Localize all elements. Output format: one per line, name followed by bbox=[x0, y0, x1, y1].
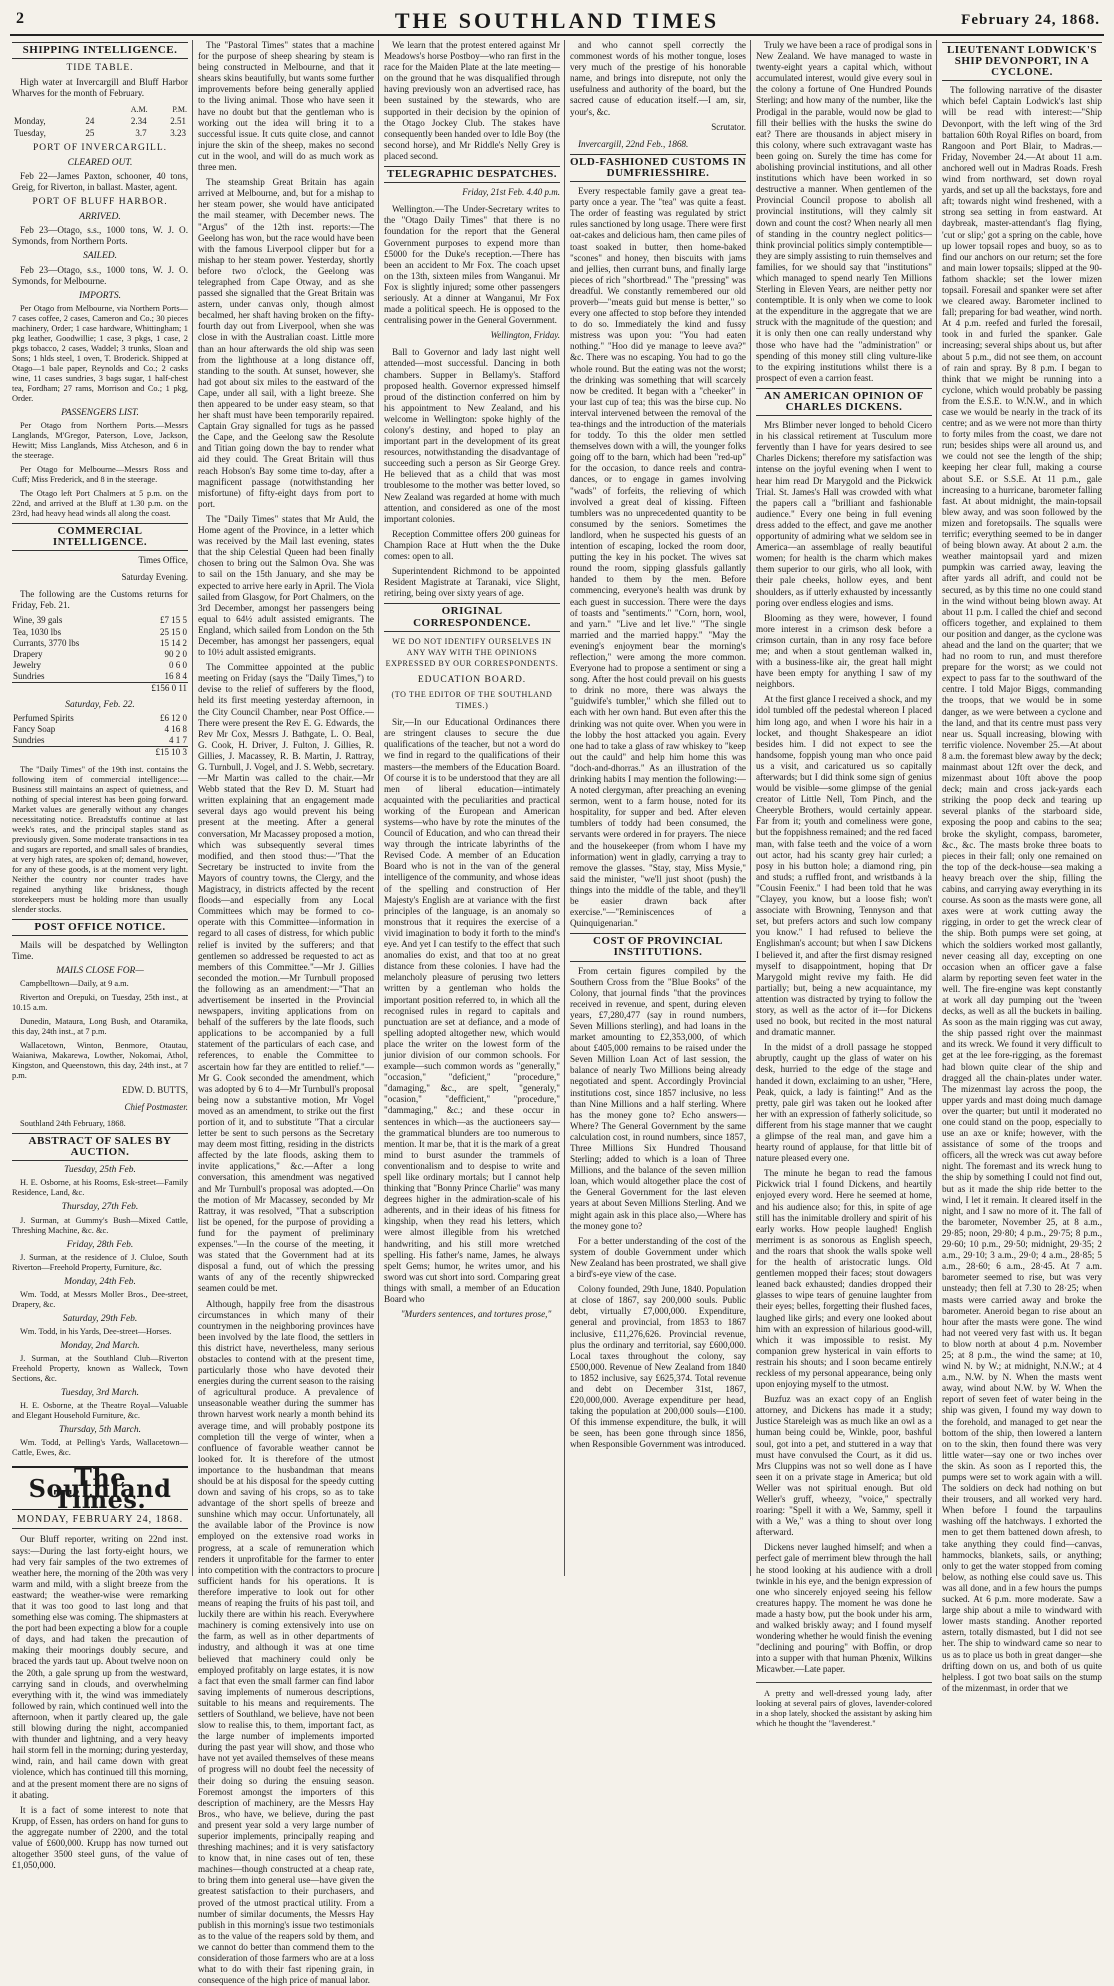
column-3: We learn that the protest entered against Mr Meadows's horse Postboy—who ran first in the race for the Maiden Plate at the late meeting—on the ground that he was disqualified through having previously won an advertised race, has been sustained by the stewards, who are supported in their decision by the opinion of the Otago Jockey Club. The stakes have consequently been handed over to Idle Boy (the second horse), and Mr Riddle's Nelly Grey is placed second. TELEGRAPHIC DESPATCHES. Friday, 21st Feb. 4.40 p.m. Wellington.—The Under-Secretary writes to the "Otago Daily Times" that there is no foundation for the report that the General Government purposes to expend more than £5000 for the Duke's reception.—There has been an accident to Mr Fox. The coach upset on the 13th, sixteen miles from Wanganui. Mr Fox is slightly injured; some other passengers seriously. At a dinner at Wanganui, Mr Fox made a political speech. He is opposed to the centralising power in the General Government. Wellington, Friday. Ball to Governor and lady last night well attended—most successful. Dancing in both chambers. Supper in Bellamy's. Stafford proposed health. Governor expressed himself proud of the distinction conferred on him by his appointment to New Zealand, and his welcome in Wellington: spoke highly of the colony's destiny, and hoped to play an important part in the development of its great resources, notwithstanding the disadvantage of succeeding such a person as Sir George Grey. He believed that as a child that was most troublesome to the mother was better loved, so New Zealand was regarded at home with much attention, and considered as one of the most important colonies. Reception Committee offers 200 guineas for Champion Race at Hutt when the the Duke comes: open to all. Superintendent Richmond to be appointed Resident Magistrate at Taranaki, vice Slight, retiring, being over sixty years of age. ORIGINAL CORRESPONDENCE. WE DO NOT IDENTIFY OURSELVES IN ANY WAY WITH THE OPINIONS EXPRESSED BY OUR CORRESPONDENTS. EDUCATION BOARD. (TO THE EDITOR OF THE SOUTHLAND TIMES.) Sir,—In our Educational Ordinances there are stringent clauses to secure the due qualifications of the teacher, but not a word do we find in regard to the qualifications of their masters—the members of the Education Board. Of course it is to be understood that they are all men of liberal education—intimately acquainted with the peculiarities and practical working of the European and American systems—who have by rote the minutes of the Council of Education, and who can thread their way through the intricate labyrinths of the Revised Code. A member of an Education Board who is not in the van of the general intelligence of the community, and whose ideas of the spelling and construction of Her Majesty's English are at variance with the first principles of the language, is an anomaly so monstrous that it requires the exercise of a vivid imagination to body it forth to the mind's eye. And yet I can testify to the effect that such anomalies do exist, and that too at no great distance from these colonies. I have had the melancholy pleasure of perusing two letters written by a gentleman who holds the important position referred to, in which all the recognised rules in regard to capitals and punctuation are set at defiance, and a mode of spelling adopted altogether new, which would place the writer on the lowest form of the junior division of our common schools. For example—such common words as "generally," "occasion," "deficient," "procedure," "damaging," &c., are spelt, "generaly," "ocasion," "defficient," "procedure," "dammaging," &c.; and these occur in sentences in which—as the auctioneers say—the grammatical blunders are too numerous to mention. It mar be, that it is the mark of a great mind to burst asunder the trammels of conventionalism and to despise to write and spell like ordinary mortals; but I cannot help thinking that "Bonny Prince Charlie" was many degrees higher in the admiration-scale of his adherents, and in their ideas of his fitness for kingship, when they read his letters, which were almost illegible from his wretched handwriting, and his still more wretched spelling. His father's name, James, he always spelt Gems; humor, he writes umor, and his sword was cut short into sord. Comparing great things with small, a member of an Education Board who "Murders sentences, and tortures prose," bbox=[384, 40, 560, 1576]
issue-date: MONDAY, FEBRUARY 24, 1868. bbox=[12, 1514, 188, 1529]
ship-heading: LIEUTENANT LODWICK'S SHIP DEVONPORT, IN A CYCLONE. bbox=[942, 42, 1102, 81]
running-title: THE SOUTHLAND TIMES bbox=[10, 8, 1104, 34]
letter-title: EDUCATION BOARD. bbox=[384, 675, 560, 686]
editorial-para: Although, happily free from the disastrous circumstances in which many of their countrymen in the neighboring provinces have been involved by the late flood, the settlers in this district have, nevertheless, many serious obstacles to contend with at the present time, particularly those who have devoted their energies during the current season to the raising of agricultural produce. A prevalence of unseasonable weather during the summer has thrown harvest work nearly a month behind its average time, and will probably postpone its completion till the verge of winter, when a confluence of favorable weather cannot be looked for. It is therefore of the utmost importance to the husbandman that means should be at his disposal for the speedy cutting down and saving of his crops, so as to take advantage of the short spells of breeze and sunshine which may occur. Unfortunately, all the available labor of the Province is now employed on the extensive road works in progress, at a scale of remuneration which renders it unprofitable for the farmer to enter into competition with the contractors to procure sufficient hands for his operations. It is therefore imperative to look out for other means of reaping the fruits of his past toil, and luckily there are within his reach. Everywhere machinery is coming extensively into use on the farm, as well as in other departments of industry, and although it was at one time believed that machinery could only be employed profitably on large estates, it is now a fact that even the small farmer can find labor saving implements of numerous descriptions, suitable to his means and requirements. The settlers of Southland, we believe, have not been slow to realise this, to them, important fact, as the large number of implements imported during the past year will show, and those who have not yet availed themselves of these means of progress will no doubt feel the necessity of their doing so during the ensuing season. Foremost amongst the importers of this description of machinery, are the Messrs Hay Bros., who have, we believe, during the past and present year sold a very large number of superior implements, principally reaping and threshing machines; and it is very satisfactory to know that, in nine cases out of ten, these machines—though constructed at a cheap rate, to bring them into general use—have given the greatest satisfaction to their purchasers, and proved of the utmost practical utility. From a number of similar documents, the Messrs Hay publish in this morning's issue two testimonials as to the value of the reapers sold by them, and we cannot do better than commend them to the consideration of those farmers who are at a loss what to do with their fast ripening grain, in consequence of the high price of manual labor. bbox=[198, 1299, 374, 1986]
port-invercargill: PORT OF INVERCARGILL. bbox=[12, 143, 188, 154]
customs-saturday-table bbox=[12, 713, 188, 758]
table-row: Currants, 3770 lbs 15 14 2 bbox=[12, 638, 188, 649]
table-row: Sundries 16 8 4 bbox=[12, 671, 188, 683]
column-2 bbox=[198, 40, 374, 1576]
commercial-heading: COMMERCIAL INTELLIGENCE. bbox=[12, 523, 188, 551]
editorial-para: The Committee appointed at the public meeting on Friday (says the "Daily Times,") to devise to the relief of sufferers by the flood, held its first meeting yesterday afternoon, in the City Council Chamber, near Post Office.—There were present the Rev E. G. Edwards, the Rev Mr Cox, Messrs J. Bathgate, L. O. Beal, G. Cook, H. Driver, J. Fulton, J. Gillies, R. Gillies, J. Macassey, R. B. Martin, J. Rattray, G. Turnbull, J. Vogel, and J. S. Webb, secretary.—Mr Martin was called to the chair.—Mr Webb stated that the Rev D. M. Stuart had written explaining that an engagement made several days ago would prevent his being present at the meeting. After a general conversation, Mr Macassey proposed a motion, which was subsequently several times modified, and then stood thus:—"That the Secretary be instructed to invite from the Mayors of country towns, the Clergy, and the Magistracy, in districts affected by the recent floods—and especially from any Local Committees which may be formed to co-operate with this Committee—information in regard to all cases of distress, for which public relief is invited by the sufferers; and that gentlemen so addressed be requested to act as members of this Committee."—Mr J. Gillies seconded the motion.—Mr Turnbull proposed the following as an amendment:—"That an advertisement be inserted in the Provincial newspapers, inviting applications from on behalf of the sufferers by the late floods, such applications to be accompanied by a full statement of the particulars of each case, and references, to enable the Committee to ascertain how far they are entitled to relief."—Mr G. Cook seconded the amendment, which was adopted by 6 to 4—Mr Turnbull's proposal being now a substantive motion, Mr Vogel moved as an amendment, to strike out the first portion of it, and to substitute "That a circular letter be sent to such persons as the Secretary may deem most fitting, residing in the districts affected by the late floods, asking them to invite applications," &c.—After a long conversation, this amendment was negatived and Mr Turnbull's proposal was adopted.—On the motion of Mr Macassey, seconded by Mr Rattray, it was resolved, "That a subscription list be opened, for the purpose of providing a fund for the payment of preliminary expenses."—In the course of the meeting, it was stated that the Government had at its disposal a fund, out of which the pressing wants of any of the recently shipwrecked seamen could be met. bbox=[198, 662, 374, 1294]
column-6: LIEUTENANT LODWICK'S SHIP DEVONPORT, IN A CYCLONE. The following narrative of the disaster which befel Captain Lodwick's last ship will be read with interest:—"Ship Devonport, with the left wing of the 3rd battalion 60th Royal Rifles on board, from Rangoon and Port Blair, to Madras.—Friday, November 24.—At about 11 a.m. anchored well out in Madras Roads. Fresh wind from northward, set down royal yards, and set up all the backstays, fore and aft; towards night wind freshened, with a strong sea setting in from eastward. At daybreak, master-attendant's flag flying, 'cut or slip;' got a spring on the cable, hove up lower topsail ropes and buoy, so as to find our anchors on our return; set the fore and main lower topsails; slipped at the 90-fathom shackle; set the lower mizen topsail. Foresail and spanker were set after we cleared away. Barometer inclined to fall; preparing for bad weather, wind north. At 4 p.m. reefed and furled the foresail, took in and furled the spanker. Gale increasing; several ships about us, but after about 5 p.m., did not see them, on account of rain and spray. By 8 p.m. I began to think that we might be running into a cyclone, which would probably be passing from the E.S.E. to W.N.W., and in which case we would be nearly in the track of its centre; and as we were not more than thirty to forty miles from the coast, we dare not run; besides ships were all around us, and we could not see the length of the ship; keeping her clear full, making a course about S.E. or S.S.E. At 11 p.m., gale increasing to a hurricane, barometer falling fast. At about midnight, the main-topsail blew away, and was soon followed by the mizen and foretopsails. The squalls were terrific; everything seemed to be in danger of being blown away. At about 2 a.m. the weather maintopsail yard and mizen pumpkin was carried away, leaving the after yards all adrift, and could not be secured, as by this time no one could stand in the wind without being blown away. At about 11 p.m. I called the chief and second officers together, and explained to them our position and danger, as the cyclone was ahead and the land on the quarter; that we had no room to run, and must therefore prepare for the worst; as we could not expect to pass far to the southward of the centre. I told Major Biggs, commanding the troops, that we would be in some danger, as we were between a cyclone and the land, and that its centre must pass very near us. Squall increasing, blowing with terrific violence. November 25.—At about 8 a.m. the foremast blew away by the deck; mainmast about 12ft over the deck, and mizenmast about 10ft above the poop deck; main and cross jack-yards each striking the poop deck and tearing up several planks of the starboard side, exposing the poop and cabins to the sea; broke the skylight, compass, barometer, &c., &c. The masts broke three boats to pieces in their fall; only one remained on the top of the deck-house—sea making a heavy breach over the ship, filling the cabins, and carrying away everything in its course. As soon as the masts were gone, all axes were at work cutting away the rigging, in order to get the wreck clear of the ship. Both pumps were set going, at which the soldiers worked most gallantly, never ceasing all day, excepting on one occasion when an officer gave a false alarm by reporting seven feet water in the well. The fire-engine was kept constantly at work all day pumping out the 'tween decks, as well as all the buckets in bailing. As soon as the main rigging was cut away, the ship passed right over the mainmast and its wreck. We found it very difficult to get at the lee fore-rigging, as the foremast had blown quite clear of the ship and dragged all the chain-plates under water. The mizenmast lay across the poop, the upper yards and mast doing much damage over the quarter; but until it moderated no one could stand on the poop, especially to use an axe or knife; however, with the assistance of some of the troops and officers, all the wreck was cut away before night. The foremast and its wreck hung to the ship by something I could not find out, but as it made the ship ride better to the wind, I let it remain. It cleared itself in the night, and I saw no more of it. The fall of the barometer, November 25, at 8 a.m., 29·85; noon, 29·80; 4 p.m., 29·75; 8 p.m., 29·60; 10 p.m., 29·50; midnight, 29·35; 2 a.m., 29·10; 3 a.m., 29·0; 4 a.m., 28·85; 5 a.m., 28·60; 6 a.m., 28·45. At 7 a.m. barometer seemed to rise, but was very unsteady; then fell at 7.30 to 28·25; when masts were carried away and broke the barometer. Aneroid began to rise about an hour after the masts were gone. The wind had not veered very fast with us. It began to blow north at about 4 p.m. November 25; at 8 p.m., the wind the same; at 10, wind N. by W.; at midnight, N.N.W.; at 4 a.m., N.W. by N. When the masts went away, wind about N.W. by W. When the report of seven feet of water being in the ship was given, I found my way down to the forehold, and managed to get near the bottom of the ship, then lowered a lantern on to the skin, then found there was very little water—say one or two inches over the skin. As soon as I reported this, the pumps were set to work again with a will. The soldiers on deck had nothing on but their trousers, and all worked very hard. When before I found the tarpaulins washing off the hatchways. I exhorted the men to get them battened down afresh, to take anything they could find—canvas, hammocks, blankets, sails, or anything; only to get the water stopped from coming below, as nothing else could save us. This was all done, and in a few hours the pumps sucked. At 6 p.m. more moderate. Saw a large ship about a mile to windward with lower masts standing. Another reported astern, totally dismasted, but I did not see her. The ship to windward came so near to us as to place us both in great danger—she drifting down on us, and both of us quite helpless. I got two boat sails on the stump of the mizenmast, in order that we bbox=[942, 40, 1102, 1576]
column-1: SHIPPING INTELLIGENCE. TIDE TABLE. High water at Invercargill and Bluff Harbor Wharves for the month of February. A.M. P.M. Monday, 24 2.34 2.51 Tuesday, 25 3.7 3.23 PORT OF INVERCARGILL. CLEARED OUT. Feb 22—James Paxton, schooner, 40 tons, Greig, for Riverton, in ballast. Master, agent. PORT OF BLUFF HARBOR. ARRIVED. Feb 23—Otago, s.s., 1000 tons, W. J. O. Symonds, from Northern Ports. SAILED. Feb 23—Otago, s.s., 1000 tons, W. J. O. Symonds, for Melbourne. IMPORTS. Per Otago from Melbourne, via Northern Ports—7 cases coffee, 2 cases, Cameron and Co.; 30 pieces machinery, Order; 1 case hardware, Whittingham; 1 pkg leather, Goodwillie; 1 case, 3 pkgs, 1 case, 2 pkgs tobacco, 2 cases, Waddel; 3 trunks, Sloan and Sons; 1 hlds steel, 1 oven, T. Broderick. Shipped at Otago—1 bale paper, Reynolds and Co.; 2 casks wine, 11 cases sundries, 3 bags sugar, 1 half-chest tea, Fordham; 27 rams, Morrison and Co.; 1 pkg, Order. PASSENGERS LIST. Per Otago from Northern Ports.—Messrs Langlands, M'Gregor, Paterson, Love, Jackson, Hewitt; Miss Langlands, Miss Atcheson, and 6 in the steerage. Per Otago for Melbourne—Messrs Ross and Cuff; Miss Frederick, and 8 in the steerage. The Otago left Port Chalmers at 5 p.m. on the 22nd, and arrived at the Bluff at 1.30 p.m. on the 23rd, had heavy head winds all along the coast. COMMERCIAL INTELLIGENCE. Times Office, Saturday Evening. The following are the Customs returns for Friday, Feb. 21. Wine, 39 gals £7 15 5 Tea, 1030 lbs 25 15 0 Currants, 3770 lbs 15 14 2 Drapery 90 2 0 Jewelry 0 6 0 Sundries 16 8 4 £156 0 11 Saturday, Feb. 22. Perfumed Spirits £6 12 0 Fancy Soap 4 16 8 Sundries 4 1 7 £15 10 3 The "Daily Times" of the 19th inst. contains the following item of commercial intelligence:—Business still maintains an aspect of quietness, and nothing of special interest has been going forward. Market values are generally without any changes necessitating notice. Breadstuffs continue at last week's rates, and the principal staples stand as previously given. Some moderate transactions in tea and sugars are reported, and small sales of brandies, at very high rates, are spoken of; demand, however, for any of these goods, is at the moment very light. Neither the country nor counter trades have regained anything like briskness, though storekeepers must be holding more than usually slender stocks. POST OFFICE NOTICE. Mails will be despatched by Wellington Time. MAILS CLOSE FOR— Campbelltown—Daily, at 9 a.m. Riverton and Orepuki, on Tuesday, 25th inst., at 10.15 a.m. Dunedin, Mataura, Long Bush, and Otaramika, this day, 24th inst., at 7 p.m. Wallacetown, Winton, Benmore, Otautau, Waianiwa, Makarewa, Lowther, Nokomai, Athol, Kingston, and Queenstown, this day, 24th inst., at 7 p.m. EDW. D. BUTTS, Chief Postmaster. Southland 24th February, 1868. ABSTRACT OF SALES BY AUCTION. Tuesday, 25th Feb. H. E. Osborne, at his Rooms, Esk-street—Family Residence, Land, &c. Thursday, 27th Feb. J. Surman, at Gummy's Bush—Mixed Cattle, Threshing Machine, &c. &c. Friday, 28th Feb. J. Surman, at the residence of J. Cluloe, South Riverton—Freehold Property, Furniture, &c. Monday, 24th Feb. Wm. Todd, at Messrs Moller Bros., Dee-street, Drapery, &c. Saturday, 29th Feb. Wm. Todd, in his Yards, Dee-street—Horses. Monday, 2nd March. J. Surman, at the Southland Club—Riverton Freehold Property, known as Walleck, Town Sections, &c. Tuesday, 3rd March. H. E. Osborne, at the Theatre Royal—Valuable and Elegant Household Furniture, &c. Thursday, 5th March. Wm. Todd, at Pelling's Yards, Wallacetown—Cattle, Ewes, &c. The Southland Times. MONDAY, FEBRUARY 24, 1868. Our Bluff reporter, writing on 22nd inst. says:—During the last forty-eight hours, we had very fair samples of the two extremes of weather here, the morning of the 20th was very warm and mild, with a slight breeze from the eastward; the weather-wise were remarking that it was too good to last long and that something else was coming. The shipmasters at the port had been expecting a blow for a couple of days, and had taken the precaution of making their moorings doubly secure, and braced the yards taut up. About twelve noon on the 20th, a gale sprung up from the westward, carrying sand in clouds, and overwhelming everything with it, the wind was immediately followed by rain, which continued well into the afternoon, when it partly cleared up, the gale still blowing during the night, accompanied with thunder and lightning, and a very heavy hail storm fell in the morning; during yesterday, wind, rain, and hail came down with great violence, which has continued till this morning, and at the present moment there are no signs of it abating. It is a fact of some interest to note that Krupp, of Essen, has orders on hand for guns to the aggregate number of 2200, and the total value of £600,000. Krupp has now turned out altogether 3500 steel guns, of the value of £1,050,000. bbox=[12, 40, 188, 1576]
editorial-para: The "Daily Times" states that Mr Auld, the Home agent of the Province, in a letter which was received by the Mail last evening, states that the ship Celestial Queen had been finally chosen to bring out the Salmon Ova. She was to sail on the 15th January, and she may be expected to arrive here early in April. The Viola sailed from Glasgow, for Port Chalmers, on the 3rd December, amongst her passengers being equal to 64½ adult assisted emigrants. The England, which sailed from London on the 5th December, has amongst her passengers, equal to 10½ adult assisted emigrants. bbox=[198, 514, 374, 658]
table-row: Tea, 1030 lbs 25 15 0 bbox=[12, 627, 188, 638]
table-row: Perfumed Spirits £6 12 0 bbox=[12, 713, 188, 724]
customs-heading: OLD-FASHIONED CUSTOMS IN DUMFRIESSHIRE. bbox=[570, 154, 746, 182]
column-4: and who cannot spell correctly the commonest words of his mother tongue, loses very much of the prestige of his honorable name, and brings into disrepute, not only the usefulness and authority of the board, but the sacred cause of education itself.—I am, sir, your's, &c. Scrutator. Invercargill, 22nd Feb., 1868. OLD-FASHIONED CUSTOMS IN DUMFRIESSHIRE. Every respectable family gave a great tea-party once a year. The "tea" was quite a feast. The order of feasting was regulated by strict rules sanctioned by long usage. There were first oat-cakes and delicious ham, then came piles of toast soaked in butter, then home-baked "scones" and honey, then biscuits with jams and jellies, then currant buns, and finally large pieces of rich "shortbread." The "pressing" was dreadful. We constantly remembered our old proverb—"meats guid but mense is better," so every one affected to stop before they intended to do so. Immediately the kind and fussy mistress was upon you: "You had eaten nothing." "Hoo did ye manage to leeve ava?" &c. There was no escaping. You had to go the whole round. But the eating was not the worst; the drinking was something that will scarcely now be credited. It began with a "cheeker" in your last cup of tea; this was the birse cup. No interval intervened between the removal of the tea-things and the introduction of the materials for toddy. To this the older men settled themselves down with a will, the younger folks going off to the barn, which had been "red-up" for the occasion, to dance reels and contra-dances, or to engage in games involving "wads" of forfeits, the relieving of which involved a great deal of kissing. Fifteen tumblers was no unprecedented quantity to be consumed by the seniors. Sometimes the landlord, when he suspected his guests of an intention of escaping, locked the room door, putting the key in his pocket. The wives sat round the room, sipping glassfuls gallantly handed to them by the men. Before commencing, everyone's health was drunk by each guest in succession. There were the days of toasts and "sentiments." "Corn, horn, wool, and yarn." "Live and let live." "The single married and the married happy." "May the evening's enjoyment bear the morning's reflection," were among the more common. Everyone had to propose a sentiment or sing a song. After the host could prevail on his guests to drink no more, there was always the "guidwife's tumbler," which she filled out to each with her own hand. But even after this the drinking was not quite over. When you were in the lobby the host attacked you again. Every one had to take a glass of raw whiskey to "keep out the cauld" and help him home this was "doch-and-dhorras." As an illustration of the drinking habits I may mention the following:—A noted clergyman, after preaching an evening sermon, went to a farm house, noted for its hospitality, for supper and bed. After eleven tumblers of toddy had been consumed, the servants were ordered in for prayers. The niece and the housekeeper (from whom I have my information) went in gladly, carrying a tray to remove the glasses. "Stay, stay, Miss Mysie," said the minister, "we'll just shoot (push) the things into the middle of the table, and they'll be easier drawn back after exercise."—"Reminiscences of a Quinquigenarian." COST OF PROVINCIAL INSTITUTIONS. From certain figures compiled by the Southern Cross from the "Blue Books" of the Colony, that journal finds "that the provinces received in revenue, and spent, during eleven years, £7,280,477 (say in round numbers, Seven Millions sterling), and had loans in the market amounting to £2,353,000, of which about £405,000 remains to be raised under the Seven Million Loan Act of last session, the balance of nearly Two Millions being already negotiated and spent. Accordingly Provincial institutions cost, since 1857 inclusive, no less than Nine Millions and a half sterling. Where has the money gone to? Echo answers—Where? The General Government by the same calculation cost, in round numbers, since 1857, Three Millions Six Hundred Thousand Sterling; added to which is a loan of Three Millions, and the balance of the seven million loan, which would altogether place the cost of the General Government for the last eleven years at about Seven Millions Sterling. And we might again ask in this place also,—Where has the money gone to? For a better understanding of the cost of the system of double Government under which New Zealand has been prostrated, we shall give a bird's-eye view of the case. Colony founded, 29th June, 1840. Population at close of 1867, say 200,000 souls. Public debt, virtually £7,000,000. Expenditure, general and provincial, from 1853 to 1867 inclusive, £11,276,626. Provincial revenue, plus the ordinary and territorial, say £600,000. Local taxes throughout the colony, say £500,000. Revenue of New Zealand from 1840 to 1852 inclusive, say £625,374. Total revenue and debt on December 31st, 1867, £20,000,000. Average expenditure per head, taking the population at 200,000 souls—£100. Of this immense expenditure, the bulk, it will be seen, has been gone through since 1856, when Responsible Government was introduced. bbox=[570, 40, 746, 1576]
column-rule bbox=[750, 40, 751, 1576]
correspondence-heading: ORIGINAL CORRESPONDENCE. bbox=[384, 603, 560, 631]
editorial-para: The "Pastoral Times" states that a machine for the purpose of sheep shearing by steam is being constructed in Melbourne, and that it shears skins beautifully, but wants some further improvements before being generally applied to the living animal. Those who have seen it have no doubt but that the gentleman who is working out the idea will bring it to a successful issue. It cuts quite close, and cannot injure the skin of the sheep, makes no second cut in the wool, and will do as much work as three men. bbox=[198, 40, 374, 173]
sales-heading: ABSTRACT OF SALES BY AUCTION. bbox=[12, 1133, 188, 1161]
nameplate: The Southland Times. bbox=[12, 1466, 188, 1510]
post-office-heading: POST OFFICE NOTICE. bbox=[12, 919, 188, 936]
table-row: Monday, 24 2.34 2.51 bbox=[12, 116, 188, 127]
editorial-para: Our Bluff reporter, writing on 22nd inst. says:—During the last forty-eight hours, we had very fair samples of the two extremes of weather here, the morning of the 20th was very warm and mild, with a slight breeze from the eastward; the weather-wise were remarking that it was too good to last long and that something else was coming. The shipmasters at the port had been expecting a blow for a couple of days, and had taken the precaution of making their moorings doubly secure, and braced the yards taut up. About twelve noon on the 20th, a gale sprung up from the westward, carrying sand in clouds, and overwhelming everything with it, the wind was immediately followed by rain, which continued well into the afternoon, when it partly cleared up, the gale still blowing during the night, accompanied with thunder and lightning, and a very heavy hail storm fell in the morning; during yesterday, wind, rain, and hail came down with great violence, which has continued till this morning, and at the present moment there are no signs of it abating. bbox=[12, 1534, 188, 1800]
table-row: Drapery 90 2 0 bbox=[12, 649, 188, 660]
dickens-heading: AN AMERICAN OPINION OF CHARLES DICKENS. bbox=[756, 388, 932, 416]
masthead bbox=[10, 4, 1104, 36]
table-row: Fancy Soap 4 16 8 bbox=[12, 724, 188, 735]
column-rule bbox=[378, 40, 379, 1576]
page-number: 2 bbox=[16, 10, 24, 28]
column-rule bbox=[192, 40, 193, 1576]
column-rule bbox=[564, 40, 565, 1576]
saturday-total: £15 10 3 bbox=[127, 747, 188, 759]
tide-intro: High water at Invercargill and Bluff Harbor Wharves for the month of February. bbox=[12, 77, 188, 99]
table-row: Tuesday, 25 3.7 3.23 bbox=[12, 128, 188, 139]
provincial-heading: COST OF PROVINCIAL INSTITUTIONS. bbox=[570, 933, 746, 961]
table-row: Sundries 4 1 7 bbox=[12, 735, 188, 747]
running-date: February 24, 1868. bbox=[961, 12, 1100, 29]
editorial-para: We learn that the protest entered against Mr Meadows's horse Postboy—who ran first in the race for the Maiden Plate at the late meeting—on the ground that he was disqualified through having previously won an advertised race, has been sustained by the stewards, who are supported in their decision by the opinion of the Otago Jockey Club. The stakes have consequently been handed over to Idle Boy (the second horse), and Mr Riddle's Nelly Grey is placed second. bbox=[384, 40, 560, 162]
table-row: Wine, 39 gals £7 15 5 bbox=[12, 615, 188, 626]
friday-total: £156 0 11 bbox=[125, 683, 188, 695]
port-bluff: PORT OF BLUFF HARBOR. bbox=[12, 197, 188, 208]
telegraphic-heading: TELEGRAPHIC DESPATCHES. bbox=[384, 166, 560, 183]
customs-friday-table bbox=[12, 615, 188, 694]
column-5: Truly we have been a race of prodigal sons in New Zealand. We have managed to waste in twenty-eight years a capital which, without accumulated interest, would give every soul in the colony a fortune of One Hundred Pounds Sterling; and how many of the number, like the Prodigal in the parable, would now be glad to fill their bellies with the husks the swine do eat? There are thousands in abject misery in this colony, where such extravagant waste has been going on. Surely the time has come for abolishing provincial institutions, and all other institutions which have been worked in so destructive a manner. When gentlemen of the Provincial Council propose to abolish all provincial institutions, will they calmly sit down and count the cost? When nearly all men of standing in the country neglect politics—think provincial politics simply contemptible—they are simply assisting to ruin themselves and families, for we should say that "institutions" which managed to spend nearly Ten Millions Sterling in Eleven Years, are neither petty nor contemptible. It is only when we come to look at the expenditure in the aggregate that we are struck with the magnitude of the question; and it is only then one can really understand why those who have had the "administration" or spending of this money still cling vulture-like to the expiring institutions whilst there is a prospect of even a carrion feast. AN AMERICAN OPINION OF CHARLES DICKENS. Mrs Blimber never longed to behold Cicero in his classical retirement at Tusculum more fervently than I have for years desired to see Charles Dickens; therefore my satisfaction was intense on the joyful evening when I went to hear him read Dr Marygold and the Pickwick Trial. St. James's Hall was crowded with what the papers call a "brilliant and fashionable audience." Every one being in full evening dress added to the effect, and gave me another opportunity of admiring what we seldom see in America—an assemblage of really beautiful women; for health is the charm which makes them superior to our girls, who all look, with their pale cheeks, hollow eyes, and bent shoulders, as if utterly exhausted by incessantly poring over endless elogies and isms. Blooming as they were, however, I found more interest in a crimson desk before a crimson curtain, than in any rosy face before me; and when a stout gentleman walked in, with a business-like air, the great hall might have been empty for anything I saw of my neighbors. At the first glance I received a shock, and my idol tumbled off the pedestal whereon I placed him long ago, and when I wore his hair in a locket, and thought Shakespeare an idiot besides him. I did not expect to see the handsome, foppish young man who once paid us a visit, and caricatured us so capitally afterwards; but I did think some sign of genius would be visible—some glimpse of the genial creator of Little Nell, Tom Pinch, and the Cheeryble Brothers, would certainly appear. Far from it; youth and comeliness were gone, but the foppishness remained; and the red faced man, with false teeth and the voice of a worn out actor, had his scanty grey hair curled; a posy in his button hole; a diamond ring, pin and studs; a ruffled front, and wristbands à la "Cousin Feenix." I had been told that he was "Clayey, you know, but a loose fish; won't associate with Browning, Tennyson and that set, but prefers actors and such low company you know." I had refused to believe the Englishman's account; but when I saw Dickens I believed it, and after the first dismay resigned myself to disappointment, hoping that Dr Marygold might revive my faith. He did partially; but, being a new acquaintance, my attention was distracted by trying to follow the story, as well as the actor of it—for Dickens used no book, but recited in the most natural and dramatic manner. In the midst of a droll passage he stopped abruptly, caught up the glass of water on his desk, hurried to the edge of the stage and handed it down, exclaiming to an usher, "Here, Peak, quick, a lady is fainting!" And as the pretty, pale girl was taken out he looked after her with an expression of fatherly solicitude, so different from his stage manner that we caught a glimpse of the real man, and gave him a hearty round of applause, for that little bit of nature pleased every one. The minute he began to read the famous Pickwick trial I found Dickens, and heartily enjoyed every word. Here he seemed at home, and his audience also; for this, in spite of age still has the inimitable drollery and spirit of his early works. How people laughed! English merriment is as sonorous as English speech, and the roars that shook the walls spoke well for the health of aristocratic lungs. Old gentlemen mopped their faces; stout dowagers leaned back exhausted; dandies dropped their glasses to wipe tears of genuine laughter from their eyes; belles, forgetting their flushed faces, laughed like girls; and every one looked about him with an expression of hilarious good-will, which it was impossible to resist. My companion grew hysterical in vain efforts to restrain his shouts; and I soon became entirely reckless of my personal appearance, being only upon enjoying myself to the utmost. Buzfuz was an exact copy of an English attorney, and Dickens has made it a study; Justice Stareleigh was as much like an owl as a human being could be, Winkle, poor, bashful soul, got into a pet, and stuttered in a way that must have convulsed the Court, as it did us. Mrs Cluppins was not so well done as I have seen it on a private stage in America; but old Weller was not spiritual enough. But old Weller's gruff, wheezy, "voice," spectrally roaring: "Spell it with a We, Sammy, spell it with a We," was a thing to shout over long afterward. Dickens never laughed himself; and when a perfect gale of merriment blew through the hall he stood looking at his audience with a droll twinkle in his eye, and the benign expression of one who sincerely enjoyed seeing his fellow creatures happy. The moment he was done he made a hasty bow, put the book under his arm, and walked briskly away; and I found myself wondering whether he would finish the evening "declining and pouring" with Boffin, or drop into a supper with that human Phœnix, Wilkins Micawber.—Late paper. A pretty and well-dressed young lady, after looking at several pairs of gloves, lavender-colored in a shop lately, shocked the assistant by asking him which he thought the "lavenderest." bbox=[756, 40, 932, 1576]
divider bbox=[756, 1682, 932, 1683]
table-row: Jewelry 0 6 0 bbox=[12, 660, 188, 671]
tide-heading: TIDE TABLE. bbox=[12, 63, 188, 74]
editorial-para: It is a fact of some interest to note that Krupp, of Essen, has orders on hand for guns to the aggregate number of 2200, and the total value of £600,000. Krupp has now turned out altogether 3500 steel guns, of the value of £1,050,000. bbox=[12, 1805, 188, 1872]
tide-table: A.M. P.M. Monday, 24 2.34 2.51 Tuesday, 25 3.7 3.23 bbox=[12, 103, 188, 138]
column-rule bbox=[936, 40, 937, 1576]
shipping-heading: SHIPPING INTELLIGENCE. bbox=[12, 42, 188, 59]
editorial-para: The steamship Great Britain has again arrived at Melbourne, and, but for a mishap to her steam power, she would have anticipated the mail steamer, with December news. The "Argus" of the 12th inst. reports:—The Geelong has won, but the race would have been with the famous Liverpool clipper but for a mishap to her steam power. Yesterday, shortly before two o'clock, the Geelong was telegraphed from Cape Otway, and as she passed she signalled that the Great Britain was astern, under canvas only, though almost becalmed, her shaft having broken on the fifty-fourth day out from Liverpool, when she was close in with the Australian coast. Little more than an hour afterwards the old ship was seen from the lighthouse at a long distance off, standing to the south. At sunset, however, she had got about six miles to the eastward of the Cape, under all sail, with a light breeze. She then appeared to be under easy steam, so that her shaft must have been temporarily repaired. Captain Gray signalled for tugs as he passed the Cape, and the Geelong saw the Resolute and Titian going down the bay to render what aid they could. The Great Britain will thus reach Hobson's Bay some time to-day, after a magnificent passage (notwithstanding her misfortune) of fifty-eight days from port to port. bbox=[198, 177, 374, 510]
